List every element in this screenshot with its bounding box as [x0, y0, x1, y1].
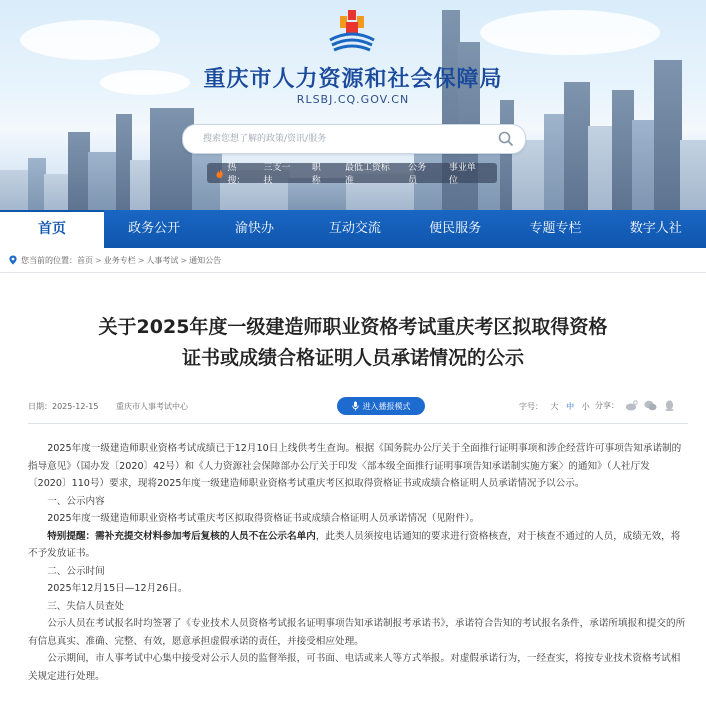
weibo-icon[interactable]	[625, 400, 638, 411]
breadcrumb-exam[interactable]: 人事考试	[146, 255, 179, 265]
special-reminder	[28, 528, 686, 563]
site-header	[0, 0, 706, 210]
section-heading: 二、公示时间	[47, 565, 105, 577]
share-bar	[595, 400, 676, 411]
hot-item[interactable]: 职称	[311, 163, 321, 186]
hot-item[interactable]: 公务员	[408, 163, 427, 186]
nav-item-topics[interactable]: 专题专栏	[529, 221, 582, 236]
paragraph: 公示人员在考试报名时均签署了《专业技术人员资格考试报名证明事项告知承诺制报考承诺书》，承诺符合告知的考试报名条件，承诺所填报和提交的所有信息真实、准确、完整、有效，愿意承担虚假承诺的责任，并接受相应处理。	[28, 618, 686, 647]
paragraph: 公示期间，市人事考试中心集中接受对公示人员的监督举报，可书面、电话或来人等方式举报。对虚假承诺行为，一经查实，将按专业技术资格考试相关规定进行处理。	[28, 653, 681, 682]
article-title	[20, 312, 686, 374]
section-heading: 三、失信人员查处	[47, 600, 124, 612]
main-nav	[0, 210, 706, 248]
breadcrumb-divider	[0, 272, 706, 273]
font-size-small[interactable]: 小	[581, 402, 590, 411]
meta-divider	[28, 423, 688, 424]
location-icon	[8, 255, 18, 265]
article-source: 重庆市人事考试中心	[116, 402, 188, 411]
share-label: 分享：	[595, 401, 619, 410]
font-size-medium[interactable]: 中	[566, 402, 575, 411]
cloud-decoration	[20, 20, 160, 60]
listen-mode-label: 进入播报模式	[362, 401, 411, 411]
listen-mode-button[interactable]	[337, 397, 425, 415]
font-size-large[interactable]: 大	[550, 402, 559, 411]
reminder-label: 特别提醒：	[47, 530, 96, 542]
section-heading: 一、公示内容	[47, 495, 105, 507]
article-body	[28, 440, 686, 685]
nav-item-gov-affairs[interactable]: 政务公开	[128, 221, 181, 236]
article-meta	[28, 397, 688, 415]
hot-item[interactable]: 最低工资标准	[344, 163, 390, 186]
reminder-text: ，此类人员须按电话通知的要求进行资格核查，对于核查不通过的人员，成绩无效，将不予发放证书。	[28, 530, 681, 559]
paragraph: 2025年度一级建造师职业资格考试成绩已于12月10日上线供考生查询。根据《国务院办公厅关于全面推行证明事项和涉企经营许可事项告知承诺制的指导意见》（国办发〔2020〕42号）和《人力资源社会保障部办公厅关于印发〈部本级全面推行证明事项告知承诺制实施方案〉的通知》（人社厅发〔2020〕110号）要求，现将2025年度一级建造师职业资格考试重庆考区拟取得资格证书或成绩合格证明人员承诺情况予以公示。	[28, 443, 682, 489]
fire-icon	[216, 168, 223, 179]
microphone-icon	[352, 401, 359, 411]
hot-item[interactable]: 事业单位	[448, 163, 476, 186]
breadcrumb-notice[interactable]: 通知公告	[189, 255, 222, 265]
nav-item-services[interactable]: 便民服务	[429, 221, 482, 236]
breadcrumb-separator: >	[180, 255, 188, 265]
article-date: 日期：2025-12-15	[28, 402, 99, 411]
nav-item-digital[interactable]: 数字人社	[629, 221, 682, 236]
breadcrumb-separator: >	[137, 255, 145, 265]
breadcrumb-separator: >	[95, 255, 102, 265]
article-title-line: 证书或成绩合格证明人员承诺情况的公示	[181, 347, 524, 369]
nav-item-interaction[interactable]: 互动交流	[328, 221, 381, 236]
hot-search-bar	[207, 163, 497, 186]
font-size-label: 字号：	[519, 402, 543, 411]
hot-search-label: 热搜：	[207, 160, 250, 186]
search-icon[interactable]	[497, 130, 515, 148]
paragraph: 2025年度一级建造师职业资格考试重庆考区拟取得资格证书或成绩合格证明人员承诺情况（见附件）。	[47, 513, 480, 524]
paragraph: 2025年12月15日—12月26日。	[47, 583, 188, 594]
breadcrumb-home[interactable]: 首页	[77, 255, 93, 265]
breadcrumb-business[interactable]: 业务专栏	[103, 255, 136, 265]
hot-item[interactable]: 三支一扶	[263, 163, 291, 186]
logo-emblem	[326, 8, 378, 54]
breadcrumb-prefix: 您当前的位置：	[21, 255, 77, 265]
site-domain: RLSBJ.CQ.GOV.CN	[296, 93, 410, 106]
nav-item-yukuaiban[interactable]: 渝快办	[234, 221, 274, 236]
search-input[interactable]	[203, 131, 483, 147]
breadcrumb	[8, 253, 221, 267]
article-title-line: 关于2025年度一级建造师职业资格考试重庆考区拟取得资格	[98, 316, 608, 338]
qq-icon[interactable]	[663, 400, 676, 411]
nav-item-home[interactable]: 首页	[0, 210, 104, 248]
wechat-icon[interactable]	[644, 400, 657, 411]
search-box	[182, 124, 526, 154]
site-title: 重庆市人力资源和社会保障局	[203, 67, 503, 92]
cloud-decoration	[480, 10, 660, 55]
reminder-bold-text: 需补充提交材料参加考后复核的人员不在公示名单内	[95, 530, 316, 542]
font-size-switcher	[519, 401, 590, 412]
